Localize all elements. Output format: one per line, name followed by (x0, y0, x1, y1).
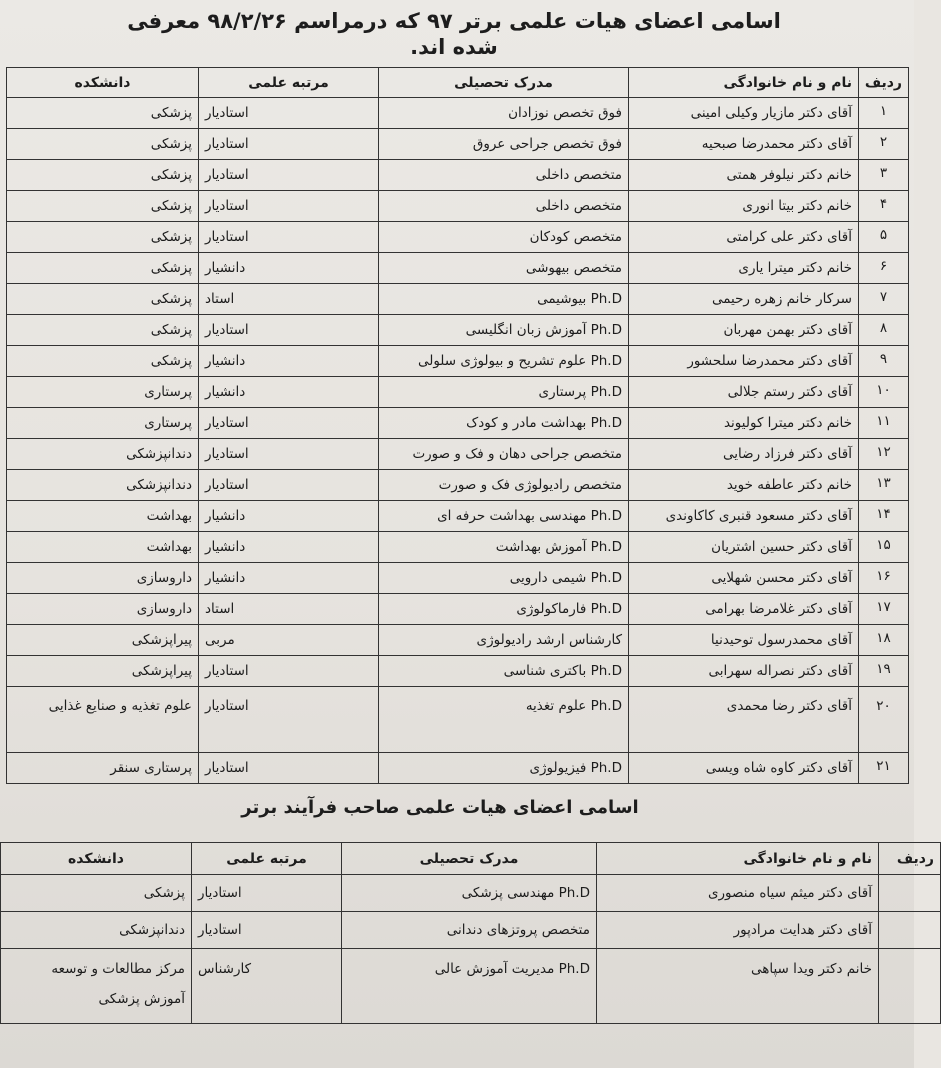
col-header-row-number: ردیف (879, 843, 941, 875)
rank-cell: استادیار (199, 408, 379, 439)
degree-cell: متخصص داخلی (379, 160, 629, 191)
table-row (1, 875, 941, 912)
rank-cell: دانشیار (199, 532, 379, 563)
row-number-cell: ۶ (859, 253, 909, 284)
rank-cell: کارشناس (192, 949, 342, 1024)
row-number-cell: ۲ (859, 129, 909, 160)
faculty-cell: پیراپزشکی (7, 625, 199, 656)
row-number-cell: ۱ (859, 98, 909, 129)
row-number-cell: ۱۸ (859, 625, 909, 656)
name-cell: آقای دکتر فرزاد رضایی (629, 439, 859, 470)
row-number-cell: ۱۲ (859, 439, 909, 470)
faculty-cell: بهداشت (7, 532, 199, 563)
name-cell: آقای دکتر نصراله سهرابی (629, 656, 859, 687)
name-cell: خانم دکتر میترا کولیوند (629, 408, 859, 439)
degree-cell: متخصص جراحی دهان و فک و صورت (379, 439, 629, 470)
table-row (7, 315, 909, 346)
section-title: اسامی اعضای هیات علمی صاحب فرآیند برتر (241, 797, 639, 818)
name-cell: خانم دکتر بیتا انوری (629, 191, 859, 222)
rank-cell: استاد (199, 284, 379, 315)
name-cell: آقای دکتر علی کرامتی (629, 222, 859, 253)
name-cell: آقای دکتر محسن شهلایی (629, 563, 859, 594)
rank-cell: مربی (199, 625, 379, 656)
name-cell: آقای دکتر میثم سیاه منصوری (597, 875, 879, 912)
table-row (7, 532, 909, 563)
row-number-cell: ۹ (859, 346, 909, 377)
table-row (7, 656, 909, 687)
table-row (7, 129, 909, 160)
degree-cell: فوق تخصص نوزادان (379, 98, 629, 129)
rank-cell: دانشیار (199, 253, 379, 284)
degree-cell: متخصص رادیولوژی فک و صورت (379, 470, 629, 501)
faculty-cell: دندانپزشکی (7, 439, 199, 470)
name-cell: آقای دکتر رضا محمدی (629, 687, 859, 753)
name-cell: آقای دکتر محمدرضا صبحیه (629, 129, 859, 160)
faculty-cell: پزشکی (7, 284, 199, 315)
faculty-cell: پزشکی (7, 222, 199, 253)
table-row (7, 160, 909, 191)
degree-cell: فوق تخصص جراحی عروق (379, 129, 629, 160)
faculty-cell: پرستاری (7, 408, 199, 439)
faculty-cell: پزشکی (7, 191, 199, 222)
row-number-cell: ۳ (859, 160, 909, 191)
degree-cell: Ph.D مدیریت آموزش عالی (342, 949, 597, 1024)
table-row (7, 470, 909, 501)
table-row (7, 594, 909, 625)
col-header-name: نام و نام خانوادگی (597, 843, 879, 875)
degree-cell: متخصص پروتزهای دندانی (342, 912, 597, 949)
row-number-cell (879, 949, 941, 1024)
faculty-cell: پزشکی (1, 875, 192, 912)
faculty-cell: داروسازی (7, 563, 199, 594)
degree-cell: متخصص کودکان (379, 222, 629, 253)
rank-cell: استادیار (199, 98, 379, 129)
row-number-cell: ۱۷ (859, 594, 909, 625)
name-cell: خانم دکتر میترا یاری (629, 253, 859, 284)
row-number-cell: ۸ (859, 315, 909, 346)
faculty-cell: پزشکی (7, 129, 199, 160)
table-row (7, 408, 909, 439)
name-cell: آقای دکتر هدایت مرادپور (597, 912, 879, 949)
name-cell: سرکار خانم زهره رحیمی (629, 284, 859, 315)
row-number-cell: ۱۳ (859, 470, 909, 501)
degree-cell: Ph.D علوم تغذیه (379, 687, 629, 753)
faculty-cell: پزشکی (7, 98, 199, 129)
degree-cell: کارشناس ارشد رادیولوژی (379, 625, 629, 656)
rank-cell: استادیار (192, 912, 342, 949)
col-header-rank: مرتبه علمی (199, 68, 379, 98)
degree-cell: Ph.D شیمی دارویی (379, 563, 629, 594)
name-cell: آقای دکتر محمدرضا سلحشور (629, 346, 859, 377)
row-number-cell: ۴ (859, 191, 909, 222)
table-row (7, 501, 909, 532)
table-row (7, 753, 909, 784)
degree-cell: Ph.D علوم تشریح و بیولوژی سلولی (379, 346, 629, 377)
faculty-cell: پزشکی (7, 346, 199, 377)
row-number-cell: ۱۱ (859, 408, 909, 439)
degree-cell: Ph.D فارماکولوژی (379, 594, 629, 625)
table-row (7, 98, 909, 129)
name-cell: آقای دکتر مازیار وکیلی امینی (629, 98, 859, 129)
faculty-cell: پیراپزشکی (7, 656, 199, 687)
row-number-cell: ۱۶ (859, 563, 909, 594)
col-header-name: نام و نام خانوادگی (629, 68, 859, 98)
degree-cell: Ph.D پرستاری (379, 377, 629, 408)
col-header-faculty: دانشکده (7, 68, 199, 98)
table-row (7, 625, 909, 656)
table-row (7, 439, 909, 470)
row-number-cell (879, 912, 941, 949)
faculty-cell: علوم تغذیه و صنایع غذایی (7, 687, 199, 753)
degree-cell: متخصص داخلی (379, 191, 629, 222)
table-row (7, 563, 909, 594)
rank-cell: دانشیار (199, 377, 379, 408)
col-header-rank: مرتبه علمی (192, 843, 342, 875)
degree-cell: Ph.D آموزش بهداشت (379, 532, 629, 563)
name-cell: خانم دکتر ویدا سپاهی (597, 949, 879, 1024)
top-process-owners-table (0, 842, 941, 1024)
degree-cell: Ph.D آموزش زبان انگلیسی (379, 315, 629, 346)
rank-cell: دانشیار (199, 563, 379, 594)
row-number-cell (879, 875, 941, 912)
name-cell: خانم دکتر نیلوفر همتی (629, 160, 859, 191)
name-cell: آقای دکتر کاوه شاه ویسی (629, 753, 859, 784)
degree-cell: Ph.D بیوشیمی (379, 284, 629, 315)
table-row (7, 284, 909, 315)
row-number-cell: ۱۴ (859, 501, 909, 532)
faculty-cell: پرستاری سنقر (7, 753, 199, 784)
faculty-cell: بهداشت (7, 501, 199, 532)
row-number-cell: ۵ (859, 222, 909, 253)
table-row (7, 253, 909, 284)
row-number-cell: ۲۱ (859, 753, 909, 784)
faculty-cell: دندانپزشکی (1, 912, 192, 949)
rank-cell: استادیار (199, 191, 379, 222)
faculty-cell: پرستاری (7, 377, 199, 408)
name-cell: آقای دکتر مسعود قنبری کاکاوندی (629, 501, 859, 532)
table-row (7, 222, 909, 253)
table-row (7, 377, 909, 408)
col-header-faculty: دانشکده (1, 843, 192, 875)
row-number-cell: ۱۵ (859, 532, 909, 563)
rank-cell: استادیار (199, 656, 379, 687)
page-title: اسامی اعضای هیات علمی برتر ۹۷ که درمراسم ۹۸/۲/۲۶ معرفی شده اند. (127, 9, 781, 59)
name-cell: آقای دکتر غلامرضا بهرامی (629, 594, 859, 625)
faculty-cell: داروسازی (7, 594, 199, 625)
table-row (1, 949, 941, 1024)
rank-cell: استادیار (199, 315, 379, 346)
degree-cell: Ph.D فیزیولوژی (379, 753, 629, 784)
rank-cell: دانشیار (199, 346, 379, 377)
table-row (7, 687, 909, 753)
faculty-cell: پزشکی (7, 315, 199, 346)
faculty-cell: پزشکی (7, 253, 199, 284)
table-row (7, 191, 909, 222)
degree-cell: Ph.D مهندسی بهداشت حرفه ای (379, 501, 629, 532)
row-number-cell: ۱۹ (859, 656, 909, 687)
table-header-row (7, 68, 909, 98)
table-header-row (1, 843, 941, 875)
rank-cell: استادیار (199, 129, 379, 160)
row-number-cell: ۲۰ (859, 687, 909, 753)
degree-cell: Ph.D مهندسی پزشکی (342, 875, 597, 912)
name-cell: آقای دکتر رستم جلالی (629, 377, 859, 408)
rank-cell: استادیار (199, 439, 379, 470)
table-row (1, 912, 941, 949)
rank-cell: استادیار (199, 222, 379, 253)
rank-cell: استادیار (199, 470, 379, 501)
name-cell: آقای دکتر بهمن مهربان (629, 315, 859, 346)
rank-cell: دانشیار (199, 501, 379, 532)
rank-cell: استادیار (199, 687, 379, 753)
faculty-cell: دندانپزشکی (7, 470, 199, 501)
faculty-cell: مرکز مطالعات و توسعه آموزش پزشکی (1, 949, 192, 1024)
degree-cell: Ph.D باکتری شناسی (379, 656, 629, 687)
col-header-degree: مدرک تحصیلی (342, 843, 597, 875)
col-header-degree: مدرک تحصیلی (379, 68, 629, 98)
top-faculty-table (6, 67, 909, 784)
row-number-cell: ۷ (859, 284, 909, 315)
rank-cell: استاد (199, 594, 379, 625)
faculty-cell: پزشکی (7, 160, 199, 191)
row-number-cell: ۱۰ (859, 377, 909, 408)
col-header-row-number: ردیف (859, 68, 909, 98)
rank-cell: استادیار (199, 753, 379, 784)
name-cell: خانم دکتر عاطفه خوید (629, 470, 859, 501)
degree-cell: متخصص بیهوشی (379, 253, 629, 284)
name-cell: آقای دکتر حسین اشتریان (629, 532, 859, 563)
name-cell: آقای محمدرسول توحیدنیا (629, 625, 859, 656)
rank-cell: استادیار (192, 875, 342, 912)
table-row (7, 346, 909, 377)
degree-cell: Ph.D بهداشت مادر و کودک (379, 408, 629, 439)
rank-cell: استادیار (199, 160, 379, 191)
